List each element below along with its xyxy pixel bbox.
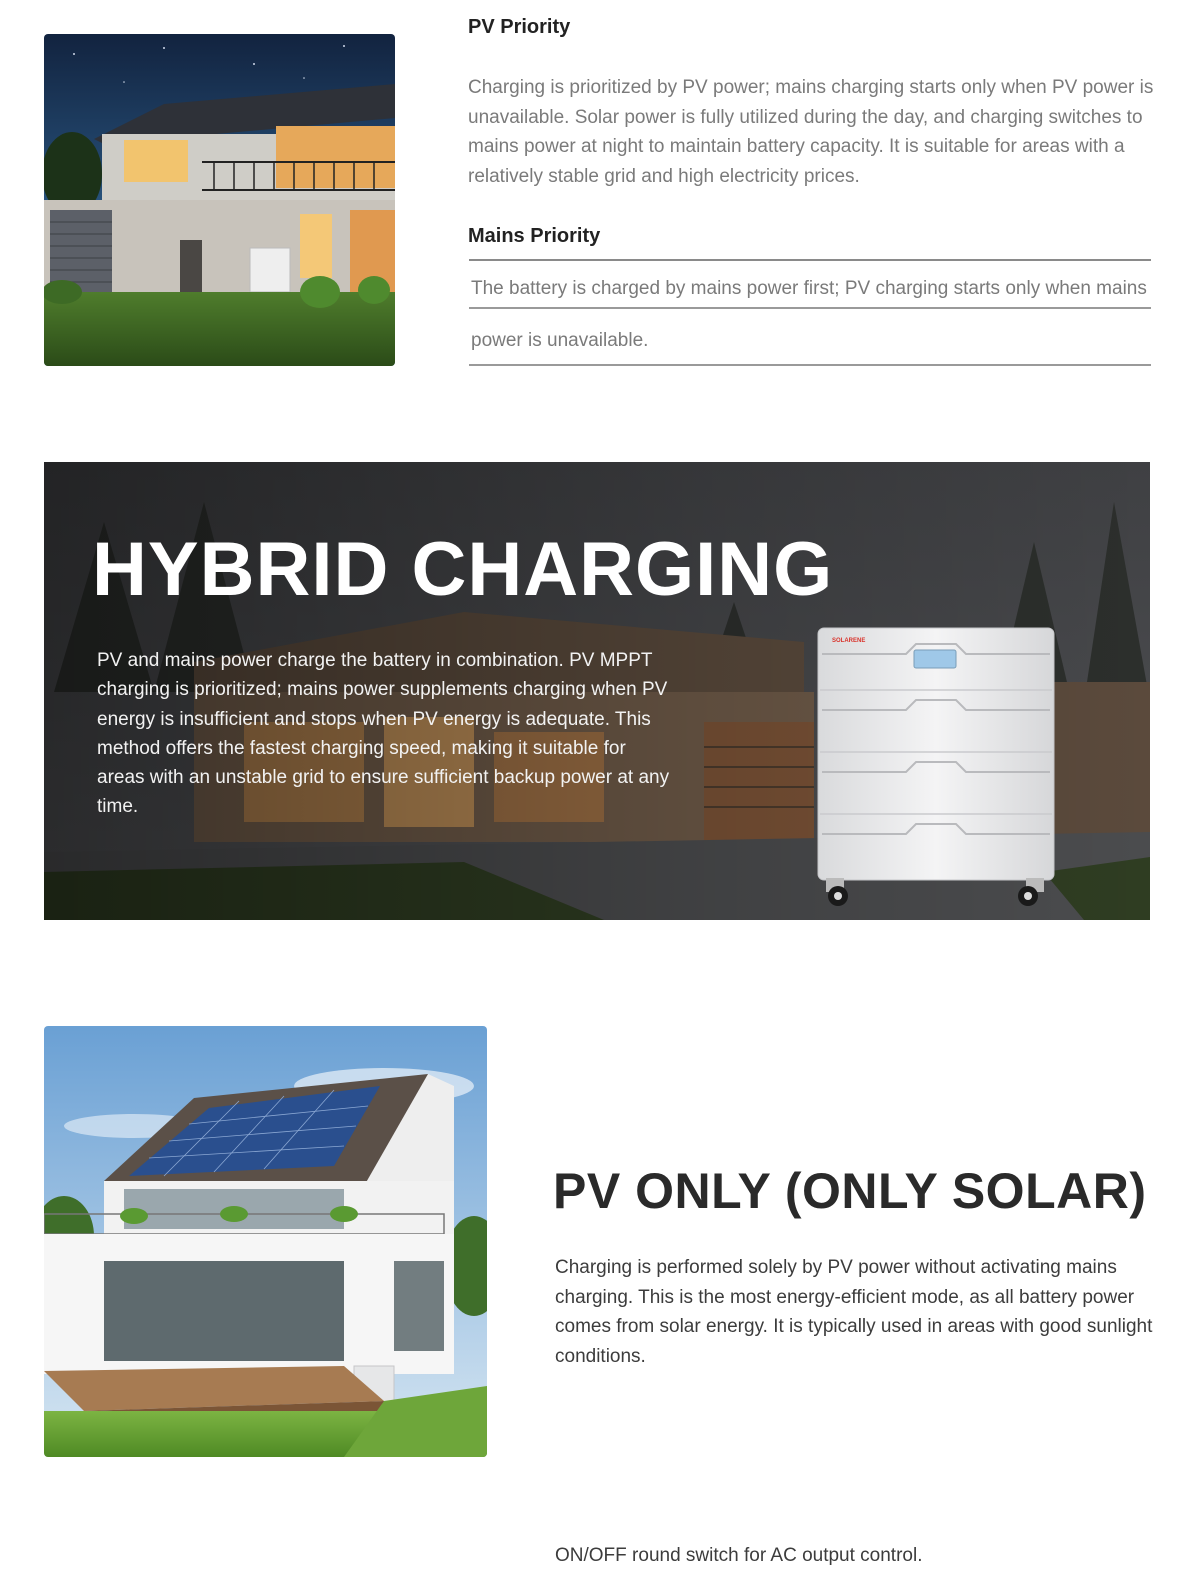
divider <box>469 307 1151 309</box>
hybrid-charging-banner <box>44 462 1150 920</box>
footer-note: ON/OFF round switch for AC output control. <box>555 1545 923 1566</box>
pv-priority-text: Charging is prioritized by PV power; mains charging starts only when PV power is unavailable. Solar power is fully utilized during the day, and charging switches to mains power at night to maintain battery capacity. It is suitable for areas with a relatively stable grid and high electricity prices. <box>468 77 1154 187</box>
divider <box>469 364 1151 366</box>
mains-priority-line-2: power is unavailable. <box>471 330 649 351</box>
hybrid-charging-text: PV and mains power charge the battery in combination. PV MPPT charging is prioritized; mains power supplements charging when PV energy is insufficient and stops when PV energy is adequate. This method offers the fastest charging speed, making it suitable for areas with an unstable grid to ensure sufficient backup power at any time. <box>97 650 670 818</box>
battery-cabinet-image <box>816 624 1056 914</box>
mains-priority-line-1: The battery is charged by mains power first; PV charging starts only when mains <box>471 278 1147 299</box>
night-house-image <box>44 34 395 366</box>
solar-house-image <box>44 1026 487 1457</box>
pv-only-title: PV ONLY (ONLY SOLAR) <box>553 1163 1147 1219</box>
battery-brand-label: SOLARENE <box>832 638 866 644</box>
pv-only-text: Charging is performed solely by PV power without activating mains charging. This is the most energy-efficient mode, as all battery power comes from solar energy. It is typically used in areas with good sunlight conditions. <box>555 1257 1153 1367</box>
mains-priority-title: Mains Priority <box>468 225 601 247</box>
divider <box>469 259 1151 261</box>
pv-priority-title: PV Priority <box>468 16 571 38</box>
hybrid-charging-title: HYBRID CHARGING <box>92 527 834 612</box>
